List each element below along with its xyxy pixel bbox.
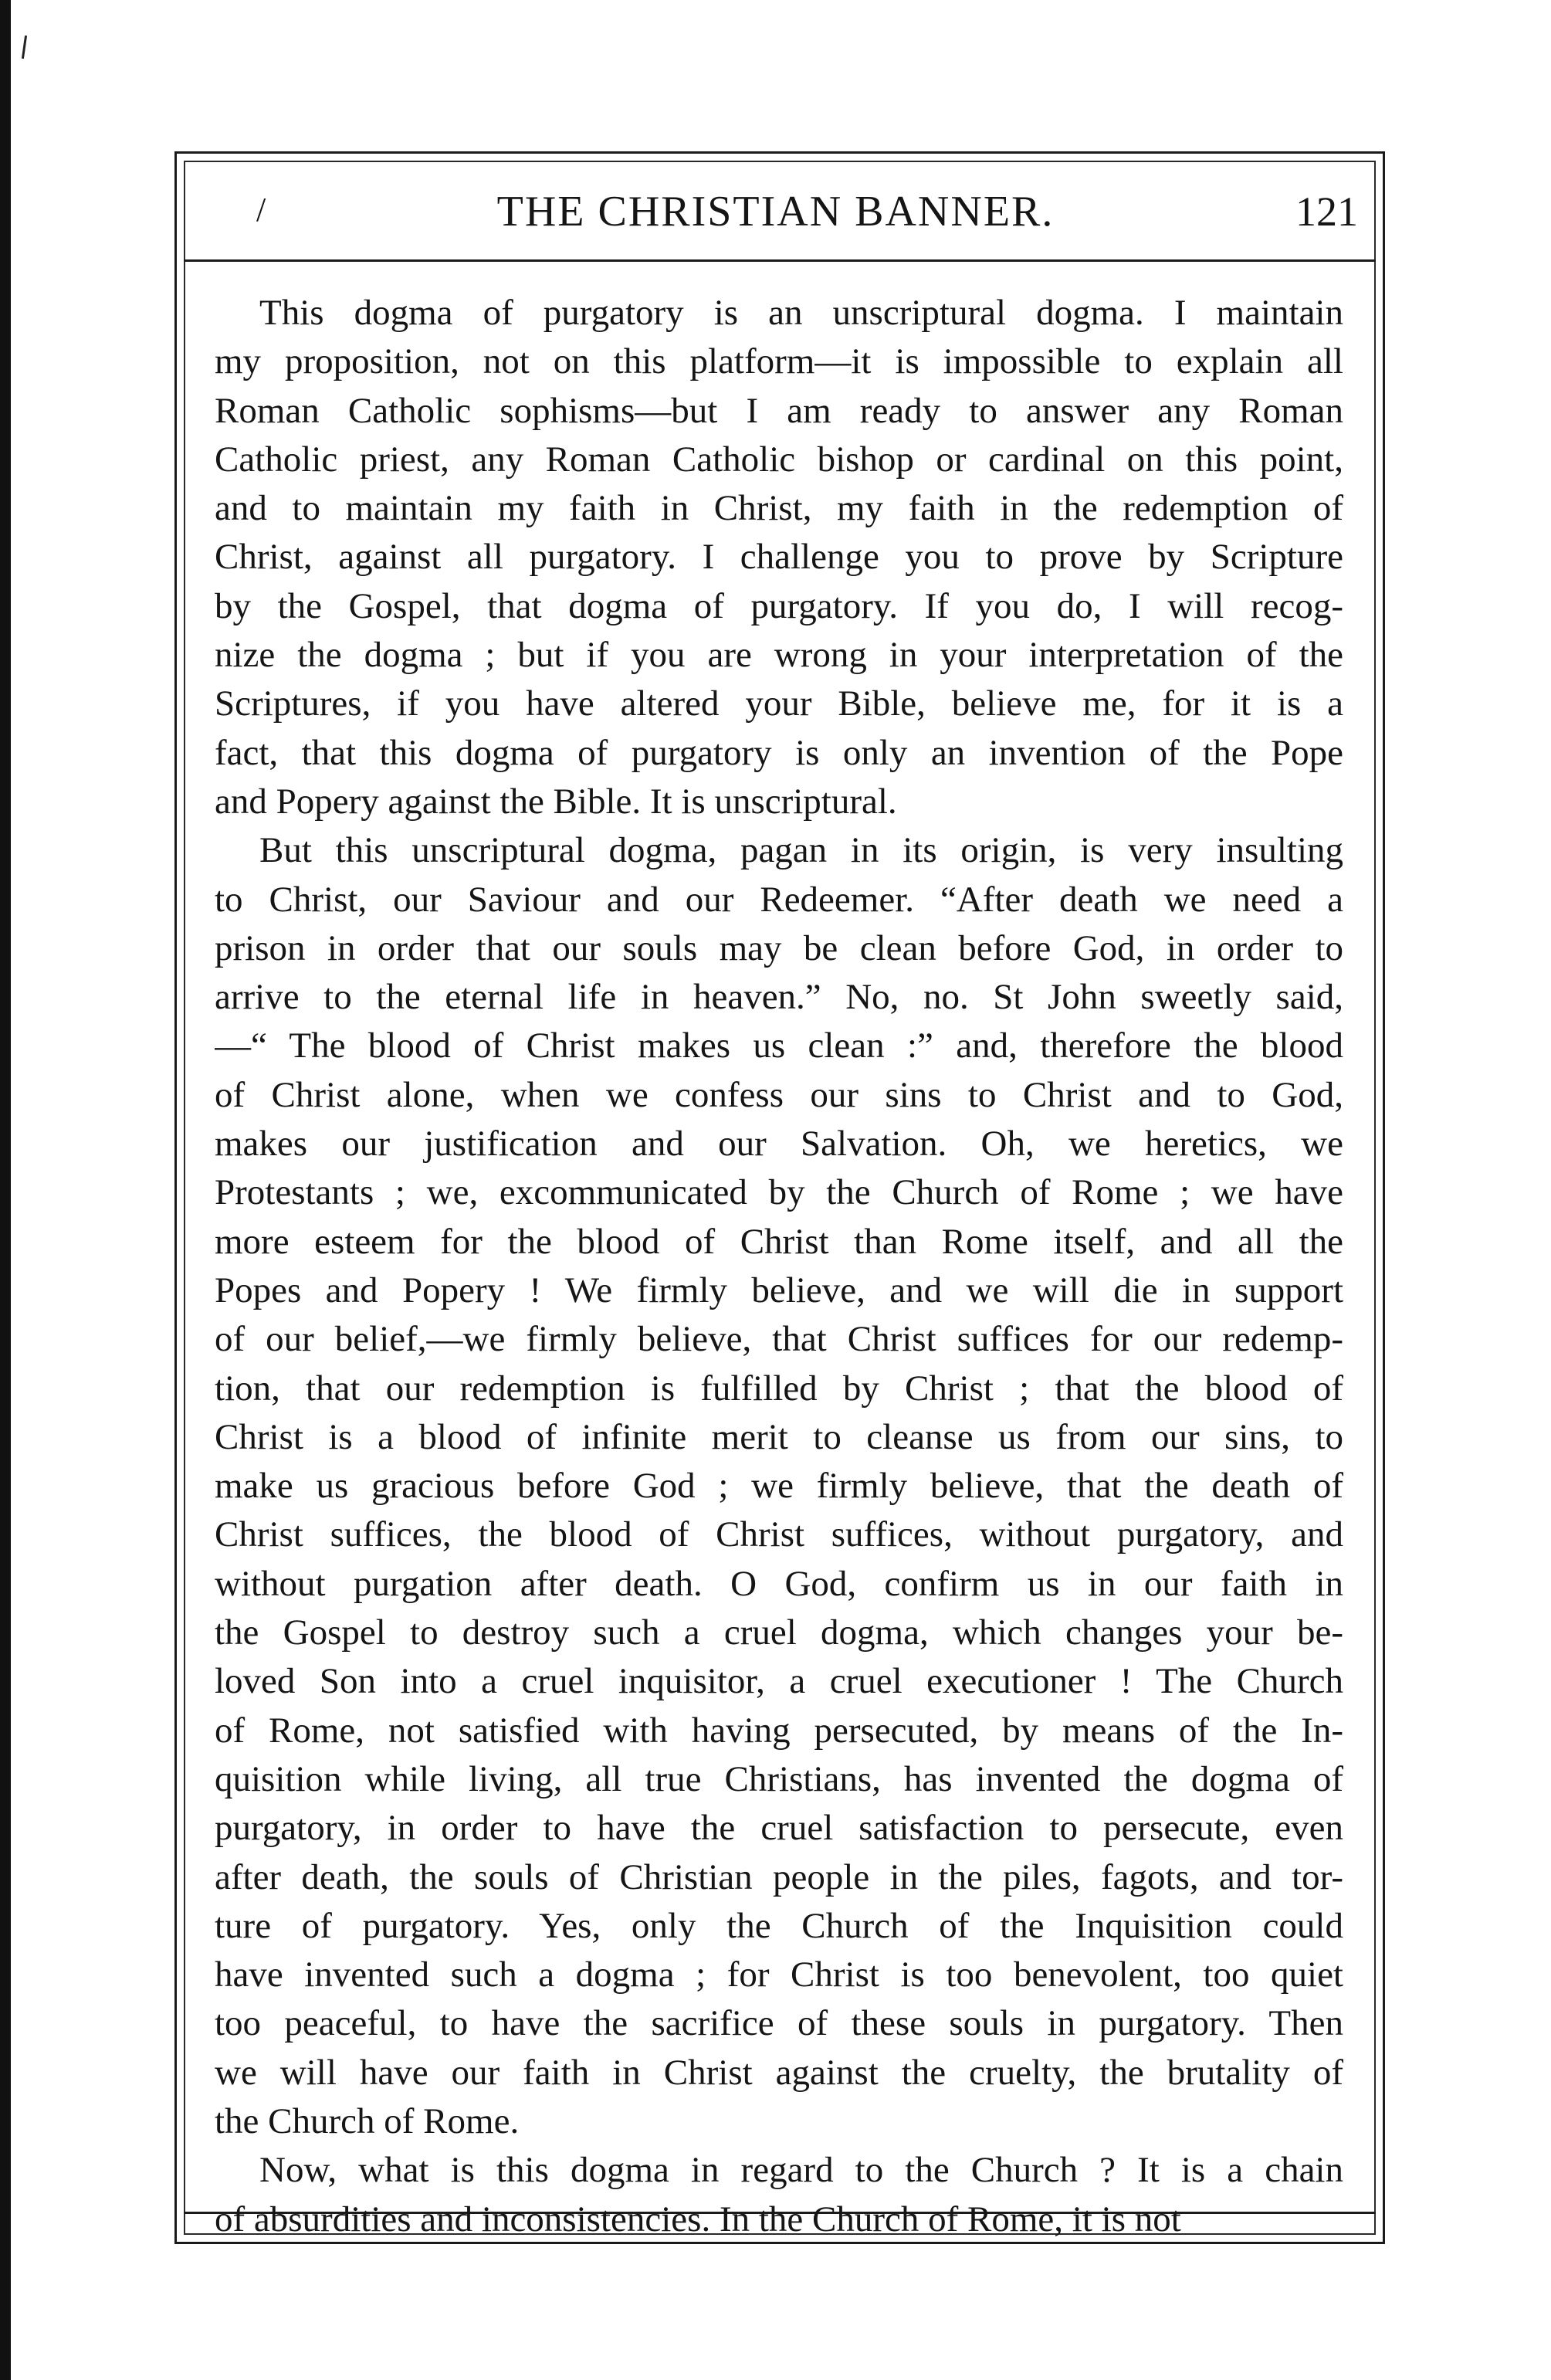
text-line: we will have our faith in Christ against the cruelty, the brutality of: [215, 2052, 1343, 2093]
paragraph: [215, 289, 1343, 826]
header-mark: /: [256, 191, 266, 229]
text-line: But this unscriptural dogma, pagan in its origin, is very insulting: [259, 830, 1343, 871]
text-line: the Church of Rome.: [215, 2100, 520, 2141]
text-line: of Christ alone, when we confess our sins to Christ and to God,: [215, 1074, 1343, 1115]
article-body: [215, 289, 1343, 2244]
text-line: after death, the souls of Christian people in the piles, fagots, and tor-: [215, 1856, 1343, 1897]
text-line: without purgation after death. O God, confirm us in our faith in: [215, 1563, 1343, 1604]
text-line: Scriptures, if you have altered your Bible, believe me, for it is a: [215, 683, 1343, 724]
text-line: ture of purgatory. Yes, only the Church of the Inquisition could: [215, 1905, 1343, 1946]
text-line: to Christ, our Saviour and our Redeemer. “After death we need a: [215, 879, 1343, 920]
text-line: and Popery against the Bible. It is unscriptural.: [215, 781, 897, 822]
text-line: too peaceful, to have the sacrifice of these souls in purgatory. Then: [215, 2003, 1343, 2044]
text-line: Christ is a blood of infinite merit to cleanse us from our sins, to: [215, 1416, 1343, 1457]
text-line: nize the dogma ; but if you are wrong in your interpretation of the: [215, 635, 1343, 676]
text-line: of absurdities and inconsistencies. In the Church of Rome, it is not: [215, 2199, 1181, 2239]
header-rule: [184, 259, 1376, 262]
text-line: the Gospel to destroy such a cruel dogma, which changes your be-: [215, 1612, 1343, 1653]
text-line: of Rome, not satisfied with having persecuted, by means of the In-: [215, 1710, 1343, 1751]
text-line: loved Son into a cruel inquisitor, a cruel executioner ! The Church: [215, 1661, 1343, 1702]
text-line: make us gracious before God ; we firmly believe, that the death of: [215, 1466, 1343, 1507]
text-line: Christ suffices, the blood of Christ suffices, without purgatory, and: [215, 1514, 1343, 1555]
text-line: of our belief,—we firmly believe, that Christ suffices for our redemp-: [215, 1319, 1343, 1360]
text-line: Christ, against all purgatory. I challenge you to prove by Scripture: [215, 537, 1343, 578]
text-line: fact, that this dogma of purgatory is only an invention of the Pope: [215, 732, 1343, 773]
text-line: Protestants ; we, excommunicated by the Church of Rome ; we have: [215, 1172, 1343, 1213]
paragraph: [215, 826, 1343, 2146]
text-line: and to maintain my faith in Christ, my faith in the redemption of: [215, 488, 1343, 529]
running-title: THE CHRISTIAN BANNER.: [496, 188, 1055, 236]
scan-mark: [22, 36, 27, 59]
text-line: This dogma of purgatory is an unscriptural dogma. I maintain: [259, 293, 1343, 333]
text-line: quisition while living, all true Christians, has invented the dogma of: [215, 1758, 1343, 1799]
text-line: more esteem for the blood of Christ than Rome itself, and all the: [215, 1221, 1343, 1262]
text-line: purgatory, in order to have the cruel satisfaction to persecute, even: [215, 1808, 1343, 1849]
scan-edge: [0, 0, 11, 2380]
text-line: Popes and Popery ! We firmly believe, and we will die in support: [215, 1270, 1343, 1310]
text-line: my proposition, not on this platform—it is impossible to explain all: [215, 341, 1343, 382]
text-line: Catholic priest, any Roman Catholic bishop or cardinal on this point,: [215, 439, 1343, 480]
text-line: tion, that our redemption is fulfilled by Christ ; that the blood of: [215, 1368, 1343, 1409]
page-number: 121: [1295, 188, 1358, 235]
text-line: Now, what is this dogma in regard to the Church ? It is a chain: [259, 2150, 1343, 2191]
text-line: by the Gospel, that dogma of purgatory. If you do, I will recog-: [215, 585, 1343, 626]
text-line: makes our justification and our Salvation. Oh, we heretics, we: [215, 1124, 1343, 1165]
text-line: arrive to the eternal life in heaven.” No, no. St John sweetly said,: [215, 977, 1343, 1018]
text-line: —“ The blood of Christ makes us clean :” and, therefore the blood: [215, 1026, 1343, 1066]
paragraph: [215, 2146, 1343, 2244]
text-line: have invented such a dogma ; for Christ is too benevolent, too quiet: [215, 1955, 1343, 1995]
text-line: Roman Catholic sophisms—but I am ready to answer any Roman: [215, 390, 1343, 431]
text-line: prison in order that our souls may be clean before God, in order to: [215, 927, 1343, 968]
